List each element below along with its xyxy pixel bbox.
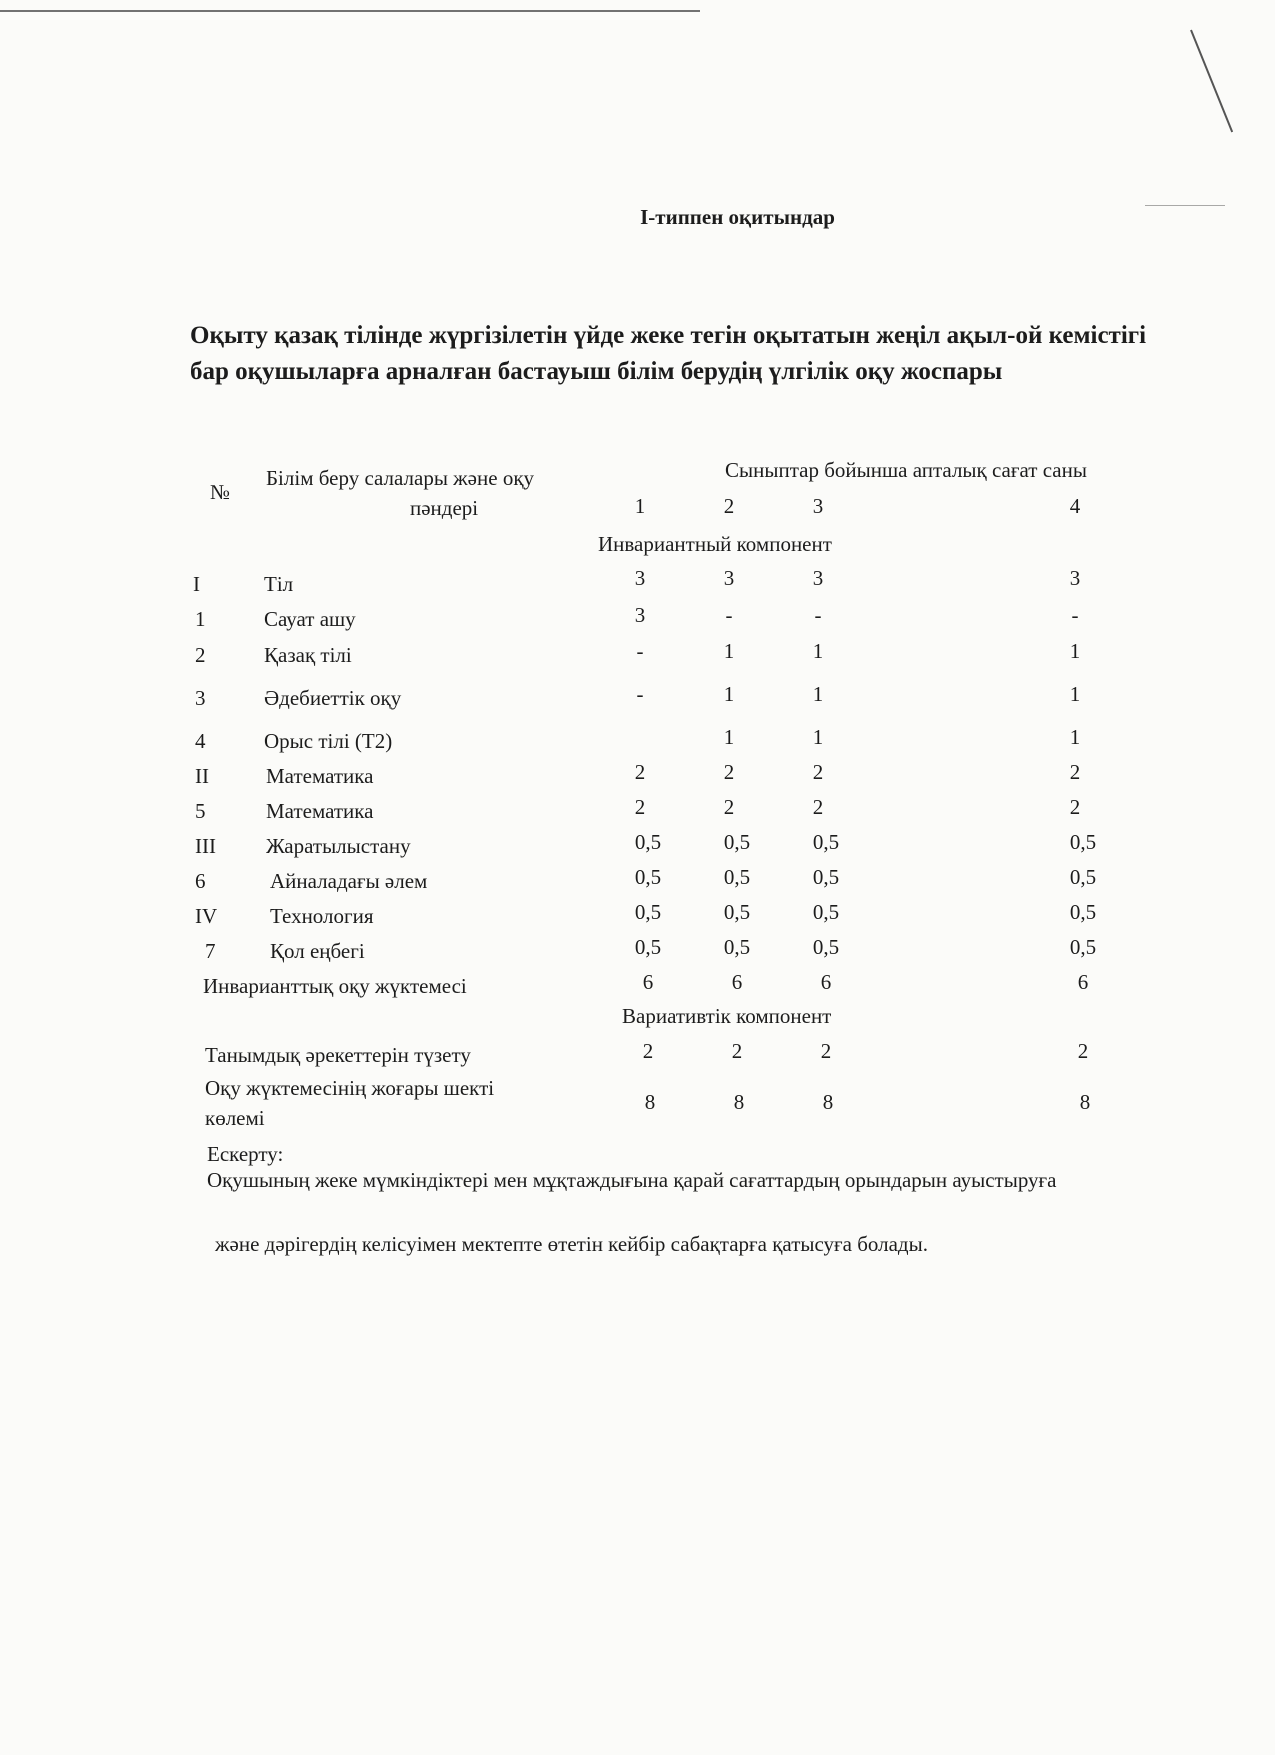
row-no: 1 [195, 607, 206, 631]
row-no: ІІ [195, 764, 209, 788]
row-value: 0,5 [1069, 900, 1097, 924]
row-subject: Технология [270, 904, 374, 928]
row-no: 2 [195, 643, 206, 667]
row-subject: көлемі [205, 1106, 265, 1130]
row-value: 8 [644, 1090, 656, 1114]
row-value: 2 [723, 795, 735, 819]
row-value: 1 [812, 639, 824, 663]
row-value: 1 [723, 725, 735, 749]
row-no: І [193, 572, 200, 596]
row-subject: Жаратылыстану [266, 834, 411, 858]
row-value: 0,5 [812, 830, 840, 854]
row-no: 6 [195, 869, 206, 893]
col-hours-header: Сыныптар бойынша апталық сағат саны [725, 458, 1087, 482]
row-subject: Орыс тілі (Т2) [264, 729, 393, 753]
row-value: 0,5 [723, 935, 751, 959]
row-value: 6 [642, 970, 654, 994]
row-value: 2 [642, 1039, 654, 1063]
row-subject: Математика [266, 799, 374, 823]
row-subject: Әдебиеттік оқу [264, 686, 402, 710]
row-subject: Қол еңбегі [270, 939, 365, 963]
row-value: 2 [731, 1039, 743, 1063]
row-value: 3 [634, 603, 646, 627]
row-value: 3 [1069, 566, 1081, 590]
row-value: 2 [812, 760, 824, 784]
col-no-header: № [210, 480, 231, 504]
row-value: 1 [1069, 682, 1081, 706]
row-subject: Танымдық әрекеттерін түзету [205, 1043, 471, 1067]
note-text: Оқушының жеке мүмкіндіктері мен мұқтаждығына қарай сағаттардың орындарын ауыстыруға [207, 1168, 1057, 1192]
row-no: 5 [195, 799, 206, 823]
row-subject: Сауат ашу [264, 607, 356, 631]
row-value: 2 [723, 760, 735, 784]
note-text: және дәрігердің келісуімен мектепте өтетін кейбір сабақтарға қатысуға болады. [215, 1232, 928, 1256]
row-value: 2 [812, 795, 824, 819]
row-subject: Математика [266, 764, 374, 788]
row-value: 1 [723, 639, 735, 663]
row-value: 1 [1069, 725, 1081, 749]
grade-header: 4 [1069, 494, 1081, 518]
invariant-section-label: Инвариантный компонент [598, 532, 832, 556]
row-value: 8 [1079, 1090, 1091, 1114]
row-no: 4 [195, 729, 206, 753]
note-label: Ескерту: [207, 1142, 284, 1166]
row-value: 0,5 [634, 900, 662, 924]
grade-header: 1 [634, 494, 646, 518]
col-subject-header: Білім беру салалары және оқу [266, 466, 535, 490]
row-value: - [636, 682, 644, 706]
row-value: 2 [634, 795, 646, 819]
row-value: 0,5 [812, 935, 840, 959]
row-value: 0,5 [723, 900, 751, 924]
document-title: Оқыту қазақ тілінде жүргізілетін үйде жеке тегін оқытатын жеңіл ақыл-ой кемістігі бар оқушыларға арналған бастауыш білім берудің үлгілік оқу жоспары [190, 322, 1147, 385]
row-no: 3 [195, 686, 206, 710]
variative-section-label: Вариативтік компонент [622, 1004, 832, 1028]
row-value: 0,5 [812, 865, 840, 889]
row-value: 3 [812, 566, 824, 590]
row-subject: Қазақ тілі [264, 643, 352, 667]
row-value: 0,5 [812, 900, 840, 924]
row-subject: Оқу жүктемесінің жоғары шекті [205, 1076, 495, 1100]
row-value: 1 [812, 725, 824, 749]
row-value: 6 [820, 970, 832, 994]
row-value: 0,5 [1069, 865, 1097, 889]
row-no: ІV [195, 904, 218, 928]
row-value: 6 [731, 970, 743, 994]
row-subject: Инварианттық оқу жүктемесі [203, 974, 467, 998]
row-value: 6 [1077, 970, 1089, 994]
row-value: 0,5 [723, 830, 751, 854]
row-value: - [636, 639, 644, 663]
row-value: - [814, 603, 822, 627]
row-value: - [1071, 603, 1079, 627]
row-subject: Тіл [264, 572, 294, 596]
row-value: 1 [723, 682, 735, 706]
row-value: 0,5 [1069, 830, 1097, 854]
row-no: 7 [205, 939, 216, 963]
row-value: 2 [634, 760, 646, 784]
row-value: 8 [733, 1090, 745, 1114]
row-value: 0,5 [634, 830, 662, 854]
row-value: 0,5 [1069, 935, 1097, 959]
row-value: 2 [820, 1039, 832, 1063]
row-value: 2 [1069, 795, 1081, 819]
row-no: ІІІ [195, 834, 216, 858]
row-value: 8 [822, 1090, 834, 1114]
row-value: 2 [1069, 760, 1081, 784]
row-value: 0,5 [723, 865, 751, 889]
page-heading: І-типпен оқитындар [640, 205, 835, 229]
row-value: 2 [1077, 1039, 1089, 1063]
row-value: - [725, 603, 733, 627]
row-value: 3 [723, 566, 735, 590]
row-value: 3 [634, 566, 646, 590]
row-value: 0,5 [634, 865, 662, 889]
grade-header: 2 [723, 494, 735, 518]
col-subject-header: пәндері [410, 496, 479, 520]
row-value: 1 [812, 682, 824, 706]
grade-header: 3 [812, 494, 824, 518]
row-subject: Айналадағы әлем [270, 869, 428, 893]
row-value: 1 [1069, 639, 1081, 663]
row-value: 0,5 [634, 935, 662, 959]
